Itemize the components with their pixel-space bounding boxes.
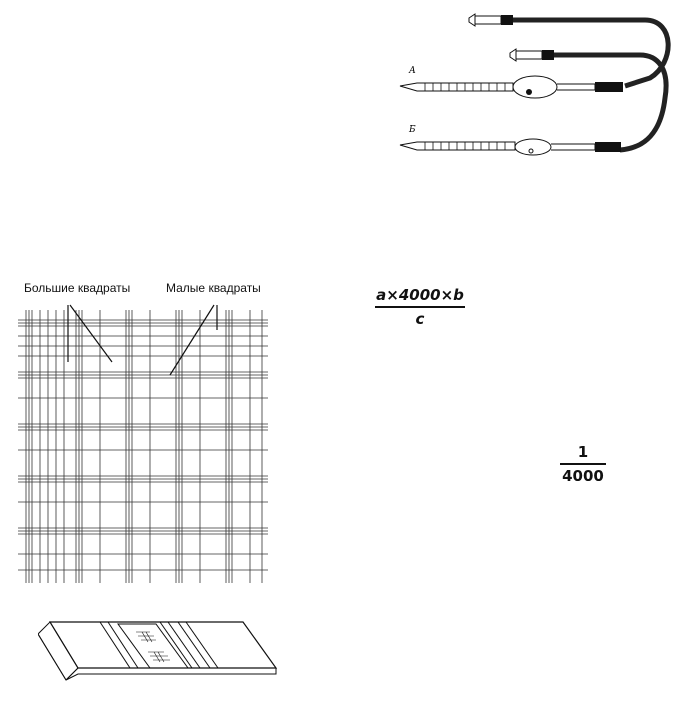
factor-formula [560,443,606,485]
pipette-b [400,125,621,155]
counting-grid [18,300,270,585]
pipette-a-label: А [409,66,416,76]
factor-formula-denominator: 4000 [562,466,604,485]
mouthpiece-top [469,14,513,26]
factor-formula-numerator: 1 [577,443,589,461]
grid-lines [18,310,268,583]
rubber-tube-b [554,55,666,150]
fraction-bar [560,463,606,465]
count-formula-denominator: c [415,309,425,328]
count-formula [375,286,465,328]
mixer-pipettes-illustration [395,8,685,170]
pipette-a [400,66,623,98]
small-squares-label: Малые квадраты [166,281,261,295]
counting-chamber-illustration [38,612,280,692]
fraction-bar [375,306,465,308]
count-formula-numerator: a×4000×b [376,286,464,304]
pointer-small-1 [170,305,214,375]
large-squares-label: Большие квадраты [24,281,131,295]
pipette-b-label: Б [409,125,416,135]
mouthpiece-bottom [510,49,554,61]
